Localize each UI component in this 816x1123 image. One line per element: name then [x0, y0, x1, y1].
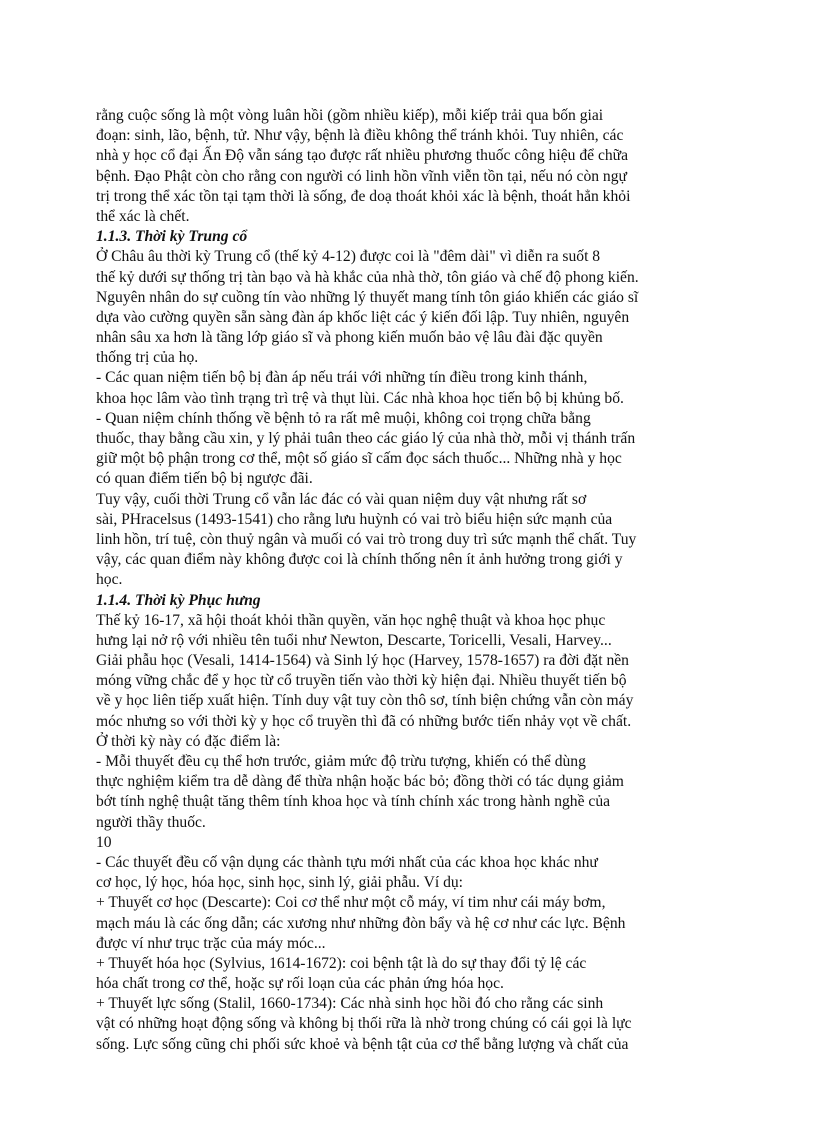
text-line: có quan điểm tiến bộ bị ngược đãi.: [96, 470, 313, 488]
text-line: trị trong thể xác tồn tại tạm thời là sống, đe doạ thoát khỏi xác là bệnh, thoát hẳn khỏi: [96, 187, 631, 205]
text-line: bớt tính nghệ thuật tăng thêm tính khoa học và tính chính xác trong hành nghề của: [96, 793, 611, 811]
text-line: - Quan niệm chính thống về bệnh tỏ ra rất mê muội, không coi trọng chữa bằng: [96, 409, 591, 427]
text-line: nhân sâu xa hơn là tầng lớp giáo sĩ và phong kiến muốn bảo vệ lâu đài đặc quyền: [96, 329, 603, 347]
text-line: đoạn: sinh, lão, bệnh, tử. Như vậy, bệnh là điều không thể tránh khỏi. Tuy nhiên, các: [96, 127, 624, 145]
text-line: - Các quan niệm tiến bộ bị đàn áp nếu trái với những tín điều trong kinh thánh,: [96, 369, 588, 387]
text-line: nhà y học cổ đại Ấn Độ vẫn sáng tạo được rất nhiều phương thuốc công hiệu để chữa: [96, 147, 629, 165]
text-line: thể xác là chết.: [96, 207, 190, 225]
section-heading: 1.1.3. Thời kỳ Trung cổ: [96, 228, 248, 246]
text-line: rằng cuộc sống là một vòng luân hồi (gồm nhiều kiếp), mỗi kiếp trải qua bốn giai: [96, 107, 604, 124]
text-line: vậy, các quan điểm này không được coi là chính thống nên ít ảnh hưởng trong giới y: [96, 551, 623, 569]
text-line: + Thuyết hóa học (Sylvius, 1614-1672): coi bệnh tật là do sự thay đổi tỷ lệ các: [96, 954, 587, 972]
text-line: vật có những hoạt động sống và không bị thối rữa là nhờ trong chúng có cái gọi là lực: [96, 1015, 632, 1033]
text-line: 10: [96, 833, 112, 851]
text-line: thực nghiệm kiểm tra dễ dàng để thừa nhận hoặc bác bỏ; đồng thời có tác dụng giảm: [96, 773, 624, 791]
text-line: Ở thời kỳ này có đặc điểm là:: [96, 732, 281, 750]
text-line: bệnh. Đạo Phật còn cho rằng con người có linh hồn vĩnh viễn tồn tại, nếu nó còn ngự: [96, 167, 627, 185]
text-line: người thầy thuốc.: [96, 813, 206, 831]
text-line: cơ học, lý học, hóa học, sinh học, sinh lý, giải phẫu. Ví dụ:: [96, 874, 463, 892]
text-line: - Các thuyết đều cố vận dụng các thành tựu mới nhất của các khoa học khác như: [96, 853, 598, 871]
text-line: + Thuyết lực sống (Stalil, 1660-1734): Các nhà sinh học hồi đó cho rằng các sinh: [96, 995, 604, 1013]
text-line: móc nhưng so với thời kỳ y học cổ truyền thì đã có những bước tiến nhảy vọt về chất.: [96, 712, 632, 730]
text-line: học.: [96, 571, 123, 589]
text-line: móng vững chắc để y học từ cổ truyền tiến vào thời kỳ hiện đại. Nhiều thuyết tiến bộ: [96, 672, 627, 690]
text-line: hóa chất trong cơ thể, hoặc sự rối loạn của các phản ứng hóa học.: [96, 975, 504, 993]
document-page: [96, 106, 736, 1055]
text-line: Tuy vậy, cuối thời Trung cổ vẫn lác đác có vài quan niệm duy vật nhưng rất sơ: [96, 490, 587, 508]
text-line: thế kỷ dưới sự thống trị tàn bạo và hà khắc của nhà thờ, tôn giáo và chế độ phong kiến.: [96, 268, 639, 286]
section-heading: 1.1.4. Thời kỳ Phục hưng: [96, 591, 261, 609]
text-line: khoa học lâm vào tình trạng trì trệ và thụt lùi. Các nhà khoa học tiến bộ bị khủng bố.: [96, 389, 624, 407]
text-line: linh hồn, trí tuệ, còn thuỷ ngân và muối có vai trò trong duy trì sức mạnh thể chất. Tuy: [96, 530, 637, 548]
text-line: dựa vào cường quyền sẵn sàng đàn áp khốc liệt các ý kiến đối lập. Tuy nhiên, nguyên: [96, 308, 630, 326]
text-line: giữ một bộ phận trong cơ thể, một số giáo sĩ cấm đọc sách thuốc... Những nhà y học: [96, 450, 622, 468]
text-line: sài, PHracelsus (1493-1541) cho rằng lưu huỳnh có vai trò biểu hiện sức mạnh của: [96, 510, 613, 528]
text-line: - Mỗi thuyết đều cụ thể hơn trước, giảm mức độ trừu tượng, khiến có thể dùng: [96, 753, 586, 770]
text-line: sống. Lực sống cũng chi phối sức khoẻ và bệnh tật của cơ thể bằng lượng và chất của: [96, 1035, 629, 1053]
text-line: về y học liên tiếp xuất hiện. Tính duy vật tuy còn thô sơ, tính biện chứng vẫn còn máy: [96, 692, 634, 710]
text-line: Thế kỷ 16-17, xã hội thoát khỏi thần quyền, văn học nghệ thuật và khoa học phục: [96, 611, 606, 629]
text-line: thuốc, thay bằng cầu xin, y lý phải tuân theo các giáo lý của nhà thờ, mỗi vị thánh trấn: [96, 430, 636, 447]
text-line: + Thuyết cơ học (Descarte): Coi cơ thể như một cỗ máy, ví tim như cái máy bơm,: [96, 894, 606, 912]
text-line: được ví như trục trặc của máy móc...: [96, 934, 326, 952]
text-line: Giải phẫu học (Vesali, 1414-1564) và Sinh lý học (Harvey, 1578-1657) ra đời đặt nền: [96, 652, 629, 670]
text-line: Nguyên nhân do sự cuồng tín vào những lý thuyết mang tính tôn giáo khiến các giáo sĩ: [96, 288, 639, 306]
text-line: Ở Châu âu thời kỳ Trung cổ (thế kỷ 4-12) được coi là "đêm dài" vì diễn ra suốt 8: [96, 248, 601, 266]
text-line: mạch máu là các ống dẫn; các xương như những đòn bẩy và hệ cơ như các lực. Bệnh: [96, 914, 626, 932]
text-line: thống trị của họ.: [96, 349, 199, 367]
text-line: hưng lại nở rộ với nhiều tên tuổi như Newton, Descarte, Toricelli, Vesali, Harvey...: [96, 631, 612, 649]
